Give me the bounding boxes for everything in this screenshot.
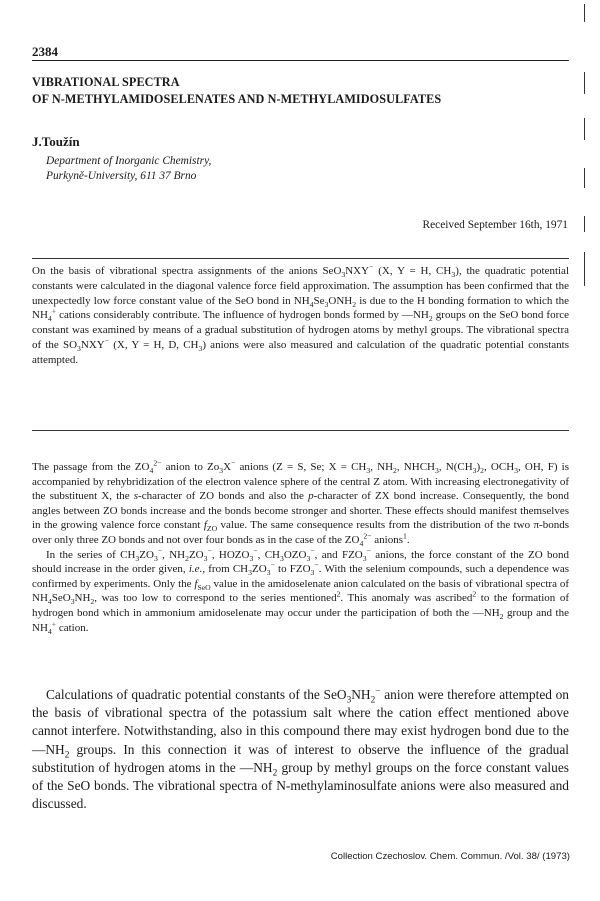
article-title xyxy=(32,74,572,108)
margin-mark xyxy=(584,252,585,286)
margin-mark xyxy=(584,72,585,94)
margin-mark xyxy=(584,118,585,140)
author-name: J.Toužín xyxy=(32,134,80,149)
received-date: Received September 16th, 1971 xyxy=(422,219,568,231)
affiliation-line-1: Department of Inorganic Chemistry, xyxy=(46,155,212,167)
abstract-top-rule xyxy=(32,258,569,259)
margin-mark xyxy=(584,216,585,232)
journal-footer: Collection Czechoslov. Chem. Commun. /Vol. 38/ (1973) xyxy=(330,851,570,862)
affiliation-line-2: Purkyně-University, 611 37 Brno xyxy=(46,170,197,182)
page-number: 2384 xyxy=(32,44,58,59)
affiliation xyxy=(46,154,211,184)
margin-mark xyxy=(584,4,585,22)
paragraph-2: In the series of $CH_3ZO_3^-$, $NH_2ZO_3^-$, $HOZO_3^-$, $CH_3OZO_3^-$, and $FZO_3^-$ anions, the force constant of the ZO bond should increase in the order given, i.e., from $CH_3ZO_3^-$ to $FZO_3^-$. With the selenium compounds, such a dependence was confirmed by experiments. Only the $f_{SeO}$ value in the amidoselenate anion calculated on the basis of vibrational spectra of $NH_4SeO_3NH_2$, was too low to correspond to the series mentioned$^2$. This anomaly was ascribed$^2$ to the formation of hydrogen bond which in ammonium amidoselenate may occur under the participation of both the $—NH_2$ group and the $NH_4^+$ cation. xyxy=(32,545,570,636)
header-rule xyxy=(32,60,569,61)
title-line-2: OF N-METHYLAMIDOSELENATES AND N-METHYLAMIDOSULFATES xyxy=(32,92,442,106)
title-line-1: VIBRATIONAL SPECTRA xyxy=(32,75,180,89)
body-text-small xyxy=(32,460,569,635)
margin-mark xyxy=(584,168,585,188)
body-text-large xyxy=(32,686,569,813)
paragraph-3: Calculations of quadratic potential constants of the $SeO_3NH_2^-$ anion were therefore attempted on the basis of vibrational spectra of the potassium salt where the cation effect mentioned above cannot interfere. Notwithstanding, also in this compound there may exist hydrogen bond due to the $—NH_2$ groups. In this connection it was of interest to observe the influence of the gradual substitution of hydrogen atoms in the $—NH_2$ group by methyl groups on the force constant values of the SeO bonds. The vibrational spectra of N-methylaminosulfate anions were also measured and discussed. xyxy=(32,686,570,812)
paragraph-1: The passage from the $ZO_4^{2-}$ anion to $Zo_3X^-$ anions (Z = S, Se; $X = CH_3$, $NH_2$, $NHCH_3$, $N(CH_3)_2$, $OCH_3$, OH, F) is accompanied by rehybridization of the electron valence sphere of the central Z atom. With increasing electronegativity of the substituent X, the s-character of ZO bonds and also the p-character of ZX bond increase. Consequently, the bond angles between ZO bonds increase and the bonds become stronger and shorter. These effects should manifest themselves in the growing valence force constant $f_{ZO}$ value. The same consequence results from the distribution of the two π-bonds over only three ZO bonds and not over four bonds as in the case of the $ZO_4^{2-}$ anions$^1$. xyxy=(32,458,570,549)
abstract-bottom-rule xyxy=(32,430,569,431)
abstract: On the basis of vibrational spectra assignments of the anions SeO$_3$NXY− (X, Y = H, $CH_3$), the quadratic potential constants were calculated in the diagonal valence force field approximation. The assumption has been confirmed that the unexpectedly low force constant value of the SeO bond in $NH_4Se_3ONH_2$ is due to the H bonding formation to which the $NH_4^+$ cations considerably contribute. The influence of hydrogen bonds formed by $—NH_2$ groups on the SeO bond force constant was examined by means of a gradual substitution of hydrogen atoms by methyl groups. The vibrational spectra of the $SO_3NXY^-$ (X, Y = H, D, $CH_3$) anions were also measured and calculation of the quadratic potential constants attempted. xyxy=(32,262,570,366)
